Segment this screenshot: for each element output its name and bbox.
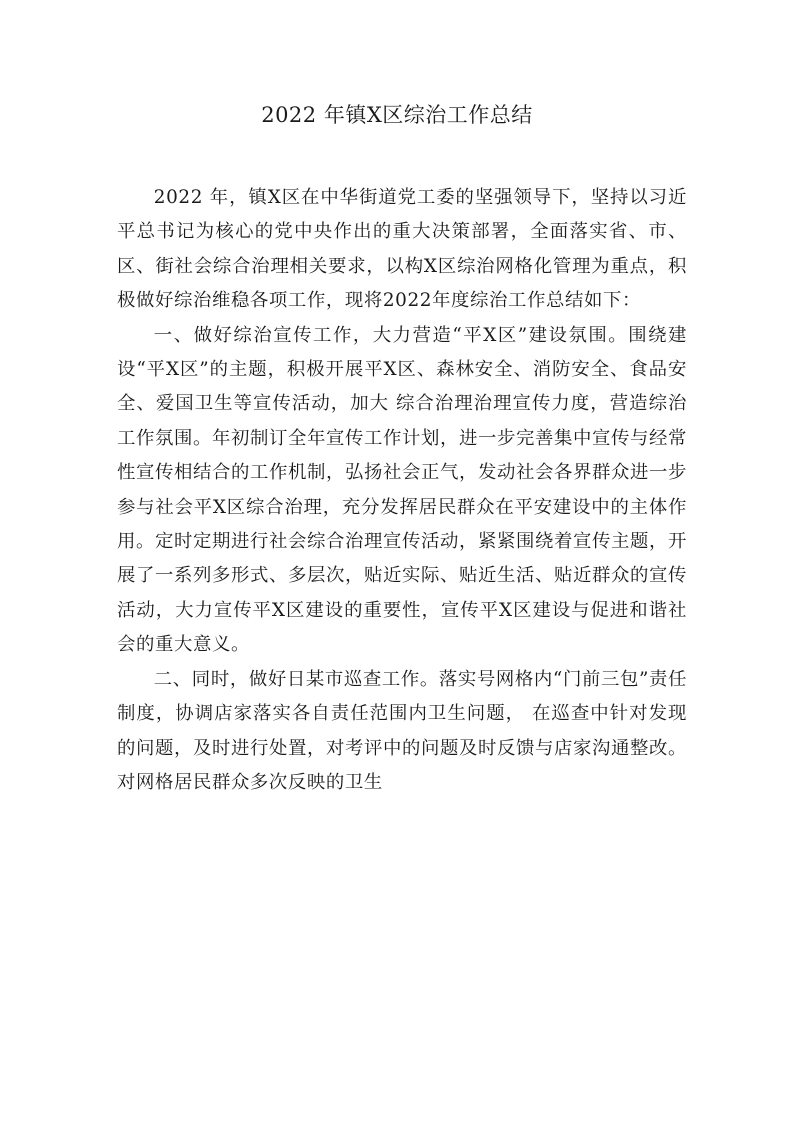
paragraph-intro: 2022 年，镇X区在中华街道党工委的坚强领导下，坚持以习近平总书记为核心的党中央作出的重大决策部署，全面落实省、市、区、街社会综合治理相关要求，以构X区综治网格化管理为重点，积极做好综治维稳各项工作，现将2022年度综治工作总结如下： — [117, 187, 687, 312]
paragraph-section-1: 一、做好综治宣传工作，大力营造“平X区”建设氛围。围绕建设“平X区”的主题，积极开展平X区、森林安全、消防安全、食品安全、爱国卫生等宣传活动，加大 综合治理治理宣传力度，营造综治工作氛围。年初制订全年宣传工作计划，进一步完善集中宣传与经常性宣传相结合的工作机制，弘扬社会正气，发动社会各界群众进一步参与社会平X区综合治理，充分发挥居民群众在平安建设中的主体作用。定时定期进行社会综合治理宣传活动，紧紧围绕着宣传主题，开展了一系列多形式、多层次，贴近实际、贴近生活、贴近群众的宣传活动，大力宣传平X区建设的重要性，宣传平X区建设与促进和谐社会的重大意义。 — [117, 324, 687, 656]
document-body — [117, 181, 687, 800]
document-title: 2022 年镇X区综治工作总结 — [261, 103, 533, 127]
paragraph-section-2: 二、同时，做好日某市巡查工作。落实号网格内“门前三包”责任制度，协调店家落实各自责任范围内卫生问题， 在巡查中针对发现的问题，及时进行处置，对考评中的问题及时反馈与店家沟通整改。对网格居民群众多次反映的卫生 — [117, 668, 687, 793]
